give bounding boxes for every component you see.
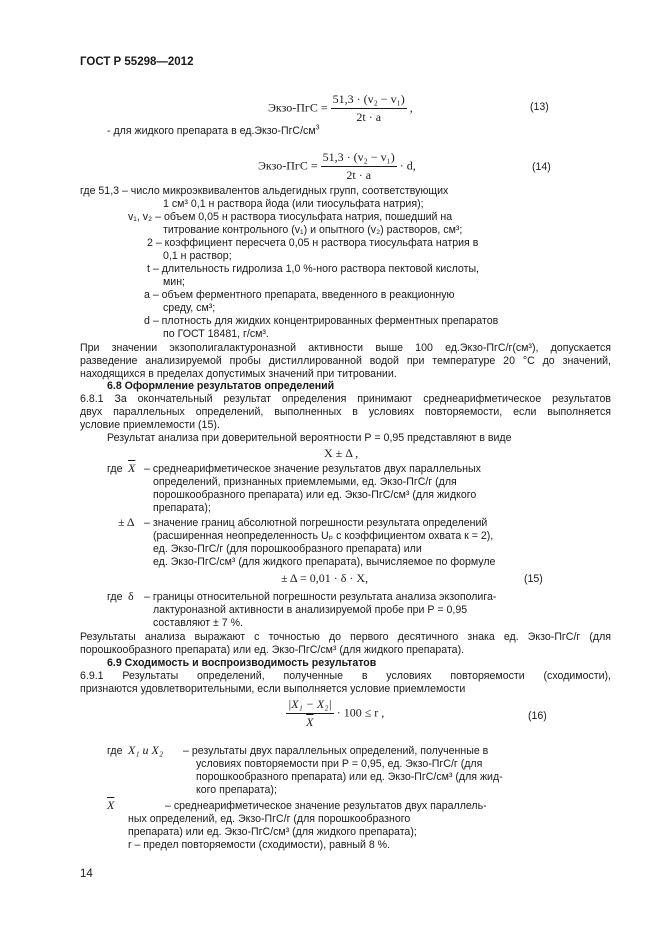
paragraph-line: двух параллельных определений, выполненных в условиях повторяемости, если выполняется <box>80 406 611 418</box>
eq14-numerator: 51,3 · (v₂ − v₁) <box>321 150 397 167</box>
eq16-number: (16) <box>528 710 547 722</box>
eq13-numerator: 51,3 · (v₂ − v₁) <box>331 92 407 109</box>
paragraph-line: разведение анализируемой пробы дистиллированной водой при температуре 20 °С до значений, <box>80 355 611 367</box>
equation-16 <box>286 697 384 730</box>
eq16-numerator: |X₁ − X₂| <box>286 697 334 714</box>
eq13-lhs: Экзо-ПгС = <box>268 100 328 115</box>
where-line: – среднеарифметическое значение результатов двух параллель- <box>165 800 487 812</box>
where-line: a – объем ферментного препарата, введенного в реакционную <box>144 289 455 301</box>
eq14-tail: · d, <box>399 158 416 173</box>
where-line: ед. Экзо-ПгС/см³ (для жидкого препарата), вычисляемое по формуле <box>153 556 496 568</box>
where-line: условиях повторяемости при Р = 0,95, ед. Экзо-ПгС/г (для <box>196 758 483 770</box>
where-line: препарата) или ед. Экзо-ПгС/см³ (для жидкого препарата); <box>128 826 417 838</box>
where-line: порошкообразного препарата) или ед. Экзо-ПгС/см³ (для жид- <box>196 771 503 783</box>
paragraph-line: порошкообразного препарата) или ед. Экзо-ПгС/см³ (для жидкого препарата). <box>80 644 465 656</box>
document-header: ГОСТ Р 55298—2012 <box>80 56 194 68</box>
paragraph-line: 6.8.1 За окончательный результат определения принимают среднеарифметическое результатов <box>80 393 611 405</box>
eq16-fraction <box>286 697 334 730</box>
where-line: ед. Экзо-ПгС/г (для порошкообразного препарата) или <box>153 543 422 555</box>
page-number: 14 <box>80 868 93 880</box>
result-formula: X ± Δ , <box>324 446 359 460</box>
eq13-number: (13) <box>530 101 549 113</box>
where-line: d – плотность для жидких концентрированных ферментных препаратов <box>144 315 499 327</box>
where-line: среду, см³; <box>163 302 216 314</box>
where-line: – среднеарифметическое значение результатов двух параллельных <box>144 463 481 475</box>
where-line: 2 – коэффициент пересчета 0,05 н раствора тиосульфата натрия в <box>147 237 479 249</box>
result-line: Результат анализа при доверительной вероятности Р = 0,95 представляют в виде <box>107 432 512 444</box>
where-line: ных определений, ед. Экзо-ПгС/г (для порошкообразного <box>128 813 411 825</box>
xbar-symbol: $\overline{X}$ <box>128 461 136 475</box>
x1-x2-symbols: X₁ и X₂ <box>128 743 164 757</box>
where-prefix: где <box>107 463 123 475</box>
liquid-preparation-line <box>107 125 320 137</box>
where-line: (расширенная неопределенность Uₚ с коэффициентом охвата к = 2), <box>153 530 494 542</box>
eq15-number: (15) <box>524 573 543 585</box>
where-line: где 51,3 – число микроэквивалентов альдегидных групп, соответствующих <box>80 185 449 197</box>
delta-symbol: ± Δ <box>118 515 135 529</box>
where-line: t – длительность гидролиза 1,0 %-ного раствора пектовой кислоты, <box>147 263 480 275</box>
eq14-denominator: 2t · a <box>346 168 372 182</box>
eq13-fraction <box>331 92 407 125</box>
where-line: r – предел повторяемости (сходимости), равный 8 %. <box>128 839 391 851</box>
eq14-number: (14) <box>532 161 551 173</box>
where-line: по ГОСТ 18481, г/см³. <box>163 328 269 340</box>
where-prefix: где <box>107 591 123 603</box>
equation-14 <box>258 150 416 183</box>
eq14-lhs: Экзо-ПгС = <box>258 158 318 173</box>
equation-13 <box>268 92 413 125</box>
eq15-tail: , <box>365 571 369 585</box>
paragraph-line: 6.9.1 Результаты определений, полученные в условиях повторяемости (сходимости), <box>80 670 611 682</box>
where-line: – результаты двух параллельных определений, полученные в <box>183 745 489 757</box>
where-line: определений, признанных приемлемыми, ед. Экзо-ПгС/г (для <box>153 476 457 488</box>
xbar-symbol: $\overline{X}$ <box>107 798 115 812</box>
equation-15 <box>281 571 368 586</box>
small-delta-symbol: δ <box>128 589 134 603</box>
where-prefix: где <box>107 745 123 757</box>
paragraph-line: Результаты анализа выражают с точностью до первого десятичного знака ед. Экзо-ПгС/г (для <box>80 631 611 643</box>
eq13-denominator: 2t · a <box>356 110 382 124</box>
where-line: 1 см³ 0,1 н раствора йода (или тиосульфата натрия); <box>163 198 424 210</box>
eq16-denominator: X <box>306 715 314 729</box>
where-line: – значение границ абсолютной погрешности результата определений <box>144 517 488 529</box>
eq14-fraction <box>321 150 397 183</box>
section-heading-6-9: 6.9 Сходимость и воспроизводимость результатов <box>107 657 377 669</box>
where-line: препарата); <box>153 502 211 514</box>
where-line: кого препарата); <box>196 784 277 796</box>
where-line: v₁, v₂ – объем 0,05 н раствора тиосульфата натрия, пошедший на <box>128 211 453 223</box>
where-line: составляют ± 7 %. <box>153 617 243 629</box>
paragraph-line: находящихся в пределах допустимых значений при титровании. <box>80 368 397 380</box>
where-line: 0,1 н раствор; <box>163 250 232 262</box>
eq16-tail: · 100 ≤ r , <box>336 705 385 720</box>
paragraph-line: признаются удовлетворительными, если выполняется условие приемлемости <box>80 683 466 695</box>
where-line: лактуроназной активности в анализируемой пробе при Р = 0,95 <box>153 604 468 616</box>
liquid-line-sup: 3 <box>315 124 320 132</box>
where-line: – границы относительной погрешности результата анализа экзополига- <box>144 591 497 603</box>
section-heading-6-8: 6.8 Оформление результатов определений <box>107 380 335 392</box>
where-line: мин; <box>163 276 185 288</box>
eq15-body: ± Δ = 0,01 · δ · X <box>281 571 366 585</box>
where-line: порошкообразного препарата) или ед. Экзо-ПгС/см³ (для жидкого <box>153 489 477 501</box>
paragraph-line: условие приемлемости (15). <box>80 419 220 431</box>
eq13-tail: , <box>409 100 413 115</box>
where-line: титрование контрольного (v₁) и опытного (v₂) растворов, см³; <box>163 224 463 236</box>
liquid-line-text: - для жидкого препарата в ед.Экзо-ПгС/см <box>107 125 316 137</box>
paragraph-line: При значении экзополигалактуроназной активности выше 100 ед.Экзо-ПгС/г(см³), допускается <box>80 342 611 354</box>
